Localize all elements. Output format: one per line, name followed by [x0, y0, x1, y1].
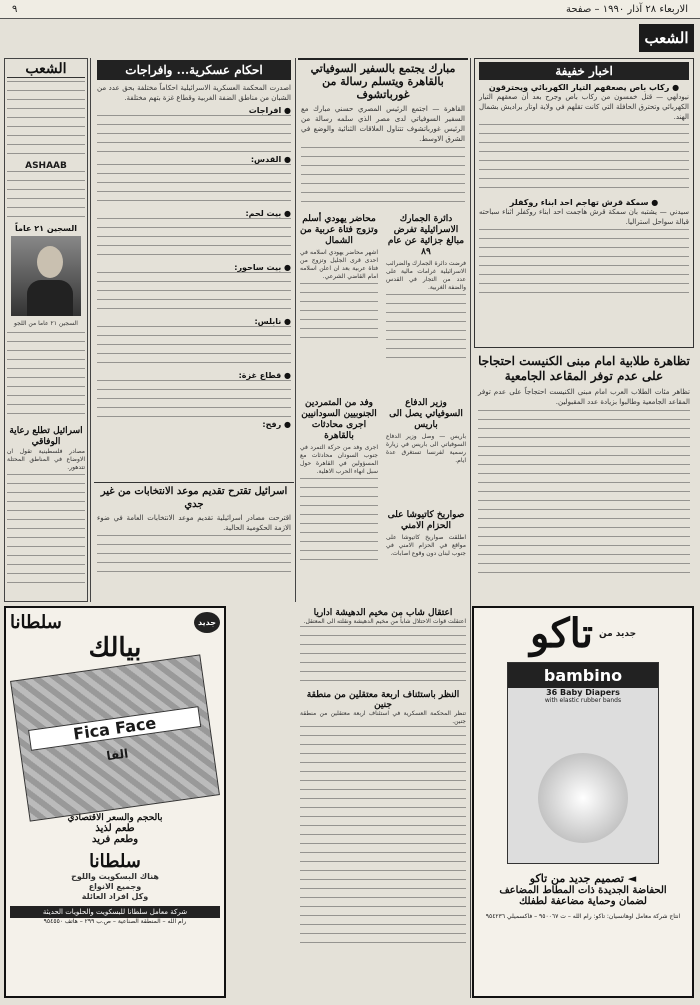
sultana-line3: وطعم فريد	[91, 834, 139, 845]
military-article	[94, 58, 294, 478]
side-textlines-3	[7, 332, 85, 422]
missiles-headline: صواريخ كاتيوشا على الحزام الامني	[387, 510, 465, 531]
wedding-headline: محاضر يهودي أسلم وتزوج فتاة عربية من الشمال	[300, 214, 378, 246]
military-textlines-3	[97, 218, 291, 263]
tako-ad	[472, 606, 694, 998]
sultana-wrapper	[10, 654, 220, 821]
mubarak-textlines	[301, 147, 465, 207]
military-textlines-5	[97, 326, 291, 371]
bambino-sub2: with elastic rubber bands	[544, 697, 622, 704]
wedding-textlines	[300, 283, 378, 343]
side-textlines-1	[7, 81, 85, 161]
column-rule-3	[90, 58, 91, 602]
tako-line3: لضمان وحماية مضاعفة لطفلك	[519, 896, 647, 907]
side-english: ASHAAB	[25, 161, 67, 171]
side-news-body: مصادر فلسطينية تقول ان الاوضاع في المناطق المحتلة تتدهور.	[7, 448, 85, 471]
mubarak-article	[298, 58, 468, 208]
military-sub6: ● قطاع غزة:	[238, 371, 291, 380]
column-rule-2	[295, 58, 296, 602]
sultana-ad	[4, 606, 226, 998]
delegation-article	[298, 396, 380, 602]
sultana-footer1: هناك البسكويت واللوح	[71, 872, 159, 881]
sultana-product: بيالك	[88, 633, 142, 663]
delegation-body: اجرى وفد من حركة التمرد في جنوب السودان محادثات مع المسؤولين في القاهرة حول سبل انهاء الحرب الاهلية.	[300, 444, 378, 475]
brief-item1-textlines	[479, 124, 689, 194]
brief-item2-headline: ● سمكة قرش تهاجم احد ابناء روكفلر	[509, 198, 659, 207]
column-rule-1	[470, 58, 471, 998]
sultana-product-line: الفا	[105, 746, 130, 764]
military-textlines-6	[97, 380, 291, 420]
election-headline: اسرائيل تقترح تقديم موعد الانتخابات من غير جدي	[100, 486, 288, 510]
brief1-headline: اعتقال شاب من مخيم الدهيشة اداريا	[313, 608, 453, 618]
brief-item2-body: سيدني — يشتبه بان سمكة قرش هاجمت احد ابناء روكفلر اثناء سباحته قبالة سواحل استراليا.	[479, 208, 689, 226]
side-logo: الشعب	[7, 61, 85, 78]
military-sub3: ● بيت ساحور:	[234, 263, 291, 272]
delegation-textlines	[300, 478, 378, 568]
customs-textlines	[386, 294, 466, 364]
sultana-brand: سلطانا	[10, 612, 62, 633]
brief-item1-headline: ● ركاب باص يصعقهم التيار الكهربائي ويحترقون	[488, 83, 680, 92]
election-body: اقترحت مصادر اسرائيلية تقديم موعد الانتخابات العامة في ضوء الازمة الحكومية الحالية.	[97, 514, 291, 532]
brief-news-section	[474, 58, 694, 348]
customs-headline: دائرة الجمارك الاسرائيلية تفرض مبالغ جزائية عن عام ٨٩	[387, 214, 465, 257]
tako-line2: الحفاضة الجديدة ذات المطاط المضاعف	[499, 885, 667, 896]
portrait-caption: السجين ٢١ عاما من اللجو	[14, 320, 78, 327]
military-sub1: ● افراجات	[248, 106, 291, 115]
missiles-article	[384, 508, 468, 602]
sultana-footer2: وجميع الانواع	[88, 882, 142, 891]
sultana-english: Fica Face	[28, 706, 201, 751]
brief-item1-body: نيودلهي — قتل خمسون من ركاب باص وجرح بعد أن صعقهم التيار الكهربائي وتحترق الحافلة التي كانت تقلهم في ولاية اوتار براديش بشمال الهند.	[479, 93, 689, 121]
tako-brand: تاكو	[529, 610, 593, 657]
side-news-headline: اسرائيل تطلع رعاية الوفاقي	[9, 426, 83, 447]
prisoner-portrait	[11, 236, 81, 316]
bambino-package	[507, 662, 659, 864]
defense-body: باريس — وصل وزير الدفاع السوفياتي الى باريس في زيارة رسمية لفرنسا تستغرق عدة ايام.	[386, 433, 466, 464]
top-strip-text: الاربعاء ٢٨ آذار ١٩٩٠ – صفحة	[565, 3, 688, 15]
tako-tagline: ◄ تصميم جديد من تاكو	[529, 872, 637, 885]
bambino-brand: bambino	[508, 663, 658, 688]
military-sub2: ● بيت لحم:	[245, 209, 291, 218]
brief1-textlines	[300, 626, 466, 686]
customs-article	[384, 212, 468, 392]
military-textlines-1	[97, 115, 291, 155]
military-sub5: ● نابلس:	[254, 317, 291, 326]
masthead-logo-box	[639, 24, 694, 52]
military-body: اصدرت المحكمة العسكرية الاسرائيلية احكاماً مختلفة بحق عدد من الشبان من مناطق الضفة الغربية وقطاع غزة بتهم مختلفة.	[97, 84, 291, 102]
military-textlines-4	[97, 272, 291, 317]
defense-headline: وزير الدفاع السوفياتي يصل الى باريس	[389, 398, 463, 430]
mubarak-body: القاهرة — اجتمع الرئيس المصري حسني مبارك مع السفير السوفياتي لدى مصر الذي سلمه رسالة من الرئيس غورباتشوف تتناول العلاقات الثنائية والوضع في الشرق الاوسط.	[301, 105, 465, 143]
protest-article	[474, 352, 694, 602]
sultana-footer5: رام الله – المنطقة الصناعية – ص.ب ٢٩٩ – هاتف ٩٥٤٥٥٠	[43, 918, 187, 925]
delegation-headline: وفد من المتمردين الجنوبيين السودانيين اجرى محادثات بالقاهرة	[301, 398, 377, 441]
military-textlines-2	[97, 164, 291, 209]
side-strip	[4, 58, 88, 602]
brief2-headline: النظر باستئناف اربعة معتقلين من منطقة جنين	[306, 690, 460, 710]
military-headline: احكام عسكرية... وافراجات	[97, 60, 291, 80]
election-article	[94, 482, 294, 602]
missiles-body: اطلقت صواريخ كاتيوشا على مواقع في الحزام الامني في جنوب لبنان دون وقوع اصابات.	[386, 534, 466, 557]
military-sub7: ● رفح:	[262, 420, 291, 429]
briefs-column	[298, 606, 468, 998]
top-date-strip	[0, 0, 700, 19]
customs-body: فرضت دائرة الجمارك والضرائب الاسرائيلية غرامات مالية على عدد من التجار في القدس والضفة الغربية.	[386, 260, 466, 291]
side-textlines-2	[7, 171, 85, 221]
military-sub4: ● القدس:	[250, 155, 291, 164]
bambino-sub: 36 Baby Diapers	[546, 688, 620, 697]
brief1-body: اعتقلت قوات الاحتلال شاباً من مخيم الدهيشة ونقلته الى المعتقل.	[303, 618, 466, 625]
wedding-article	[298, 212, 380, 392]
protest-headline: تظاهرة طلابية امام مبنى الكنيست احتجاجا على عدم توفر المقاعد الجامعية	[478, 354, 690, 383]
protest-body: تظاهر مئات الطلاب العرب امام مبنى الكنيست احتجاجاً على عدم توفر المقاعد الجامعية وطالبوا بزيادة عدد المقبولين.	[478, 388, 690, 406]
sultana-badge: جديد	[194, 612, 220, 633]
election-textlines	[97, 535, 291, 575]
brief-news-title: اخبار خفيفة	[479, 62, 689, 80]
protest-textlines	[478, 410, 690, 580]
brief2-body: تنظر المحكمة العسكرية في استئناف اربعة معتقلين من منطقة جنين.	[300, 710, 466, 725]
side-textlines-4	[7, 474, 85, 584]
mubarak-headline: مبارك يجتمع بالسفير السوفياتي بالقاهرة ويتسلم رسالة من غورباتشوف	[310, 62, 456, 101]
page-number: ٩	[12, 3, 18, 15]
masthead-logo: الشعب	[644, 29, 689, 47]
sultana-footer-brand: سلطانا	[89, 851, 141, 872]
sultana-footer4: شركة معامل سلطانا للبسكويت والحلويات الحديثة	[10, 906, 220, 918]
sultana-footer3: وكل افراد العائلة	[81, 892, 149, 901]
tako-top: جديد من	[598, 629, 637, 639]
defense-article	[384, 396, 468, 506]
brief-item2-textlines	[479, 229, 689, 299]
wedding-body: اشهر محاضر يهودي اسلامه في احدى قرى الجليل وتزوج من فتاة عربية بعد ان اعلن اسلامه امام القاضي الشرعي.	[300, 249, 378, 280]
side-issue: السجين ٢١ عاماً	[15, 224, 77, 233]
sultana-line2: طعم لذيذ	[95, 823, 135, 834]
brief2-textlines	[300, 726, 466, 946]
tako-footer: انتاج شركة معامل اوهانسيان: تاكو: رام الله – ت ٩٥٠٠٦٧ – فاكسميلي ٩٥٤٢٣٦	[485, 913, 681, 920]
sultana-line1: بالحجم والسعر الاقتصادي	[67, 813, 163, 823]
